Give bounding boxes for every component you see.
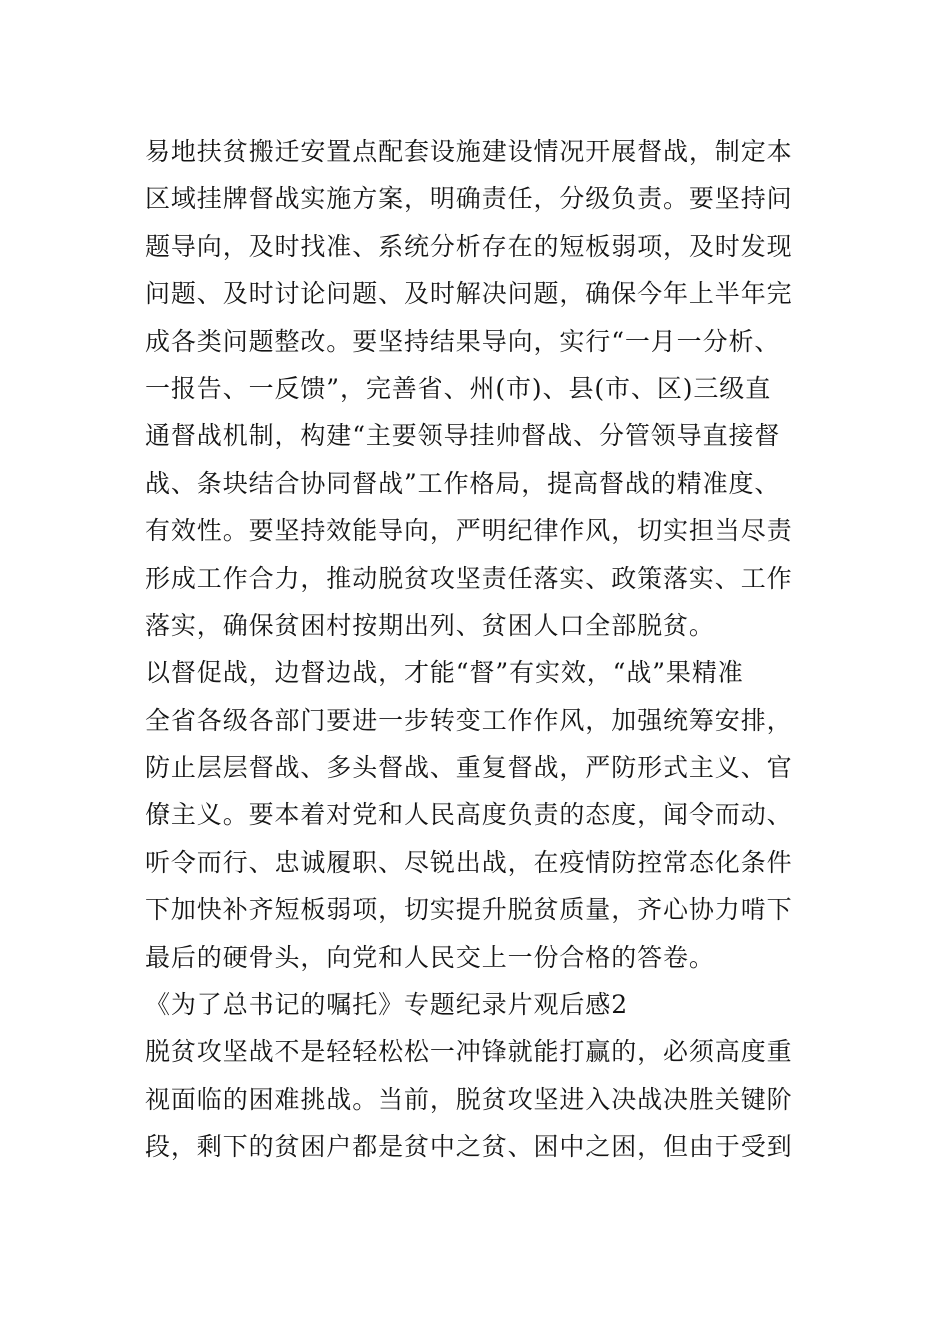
text-line: 防止层层督战、多头督战、重复督战，严防形式主义、官 <box>145 753 793 783</box>
text-line: 区域挂牌督战实施方案，明确责任，分级负责。要坚持问 <box>145 184 793 214</box>
section-heading: 《为了总书记的嘱托》专题纪录片观后感2 <box>145 990 629 1020</box>
text-line: 一报告、一反馈”，完善省、州(市)、县(市、区)三级直 <box>145 373 772 403</box>
text-line: 视面临的困难挑战。当前，脱贫攻坚进入决战决胜关键阶 <box>145 1084 793 1114</box>
text-line: 听令而行、忠诚履职、尽锐出战，在疫情防控常态化条件 <box>145 847 793 877</box>
text-line: 僚主义。要本着对党和人民高度负责的态度，闻令而动、 <box>145 800 793 830</box>
text-line: 易地扶贫搬迁安置点配套设施建设情况开展督战，制定本 <box>145 137 793 166</box>
text-line: 全省各级各部门要进一步转变工作作风，加强统筹安排， <box>145 705 793 735</box>
text-line: 通督战机制，构建“主要领导挂帅督战、分管领导直接督 <box>145 421 781 451</box>
text-line: 落实，确保贫困村按期出列、贫困人口全部脱贫。 <box>145 610 715 640</box>
text-line: 形成工作合力，推动脱贫攻坚责任落实、政策落实、工作 <box>145 563 793 593</box>
text-line: 脱贫攻坚战不是轻轻松松一冲锋就能打赢的，必须高度重 <box>145 1037 793 1067</box>
text-line: 问题、及时讨论问题、及时解决问题，确保今年上半年完 <box>145 279 793 309</box>
text-line: 战、条块结合协同督战”工作格局，提高督战的精准度、 <box>145 468 781 498</box>
text-line: 以督促战，边督边战，才能“督”有实效，“战”果精准 <box>145 658 744 688</box>
text-line: 有效性。要坚持效能导向，严明纪律作风，切实担当尽责 <box>145 516 793 546</box>
text-line: 题导向，及时找准、系统分析存在的短板弱项，及时发现 <box>145 231 793 261</box>
text-line: 段，剩下的贫困户都是贫中之贫、困中之困，但由于受到 <box>145 1132 793 1162</box>
text-line: 成各类问题整改。要坚持结果导向，实行“一月一分析、 <box>145 326 781 356</box>
document-body <box>145 128 810 1171</box>
text-line: 最后的硬骨头，向党和人民交上一份合格的答卷。 <box>145 942 715 972</box>
text-line: 下加快补齐短板弱项，切实提升脱贫质量，齐心协力啃下 <box>145 895 793 925</box>
